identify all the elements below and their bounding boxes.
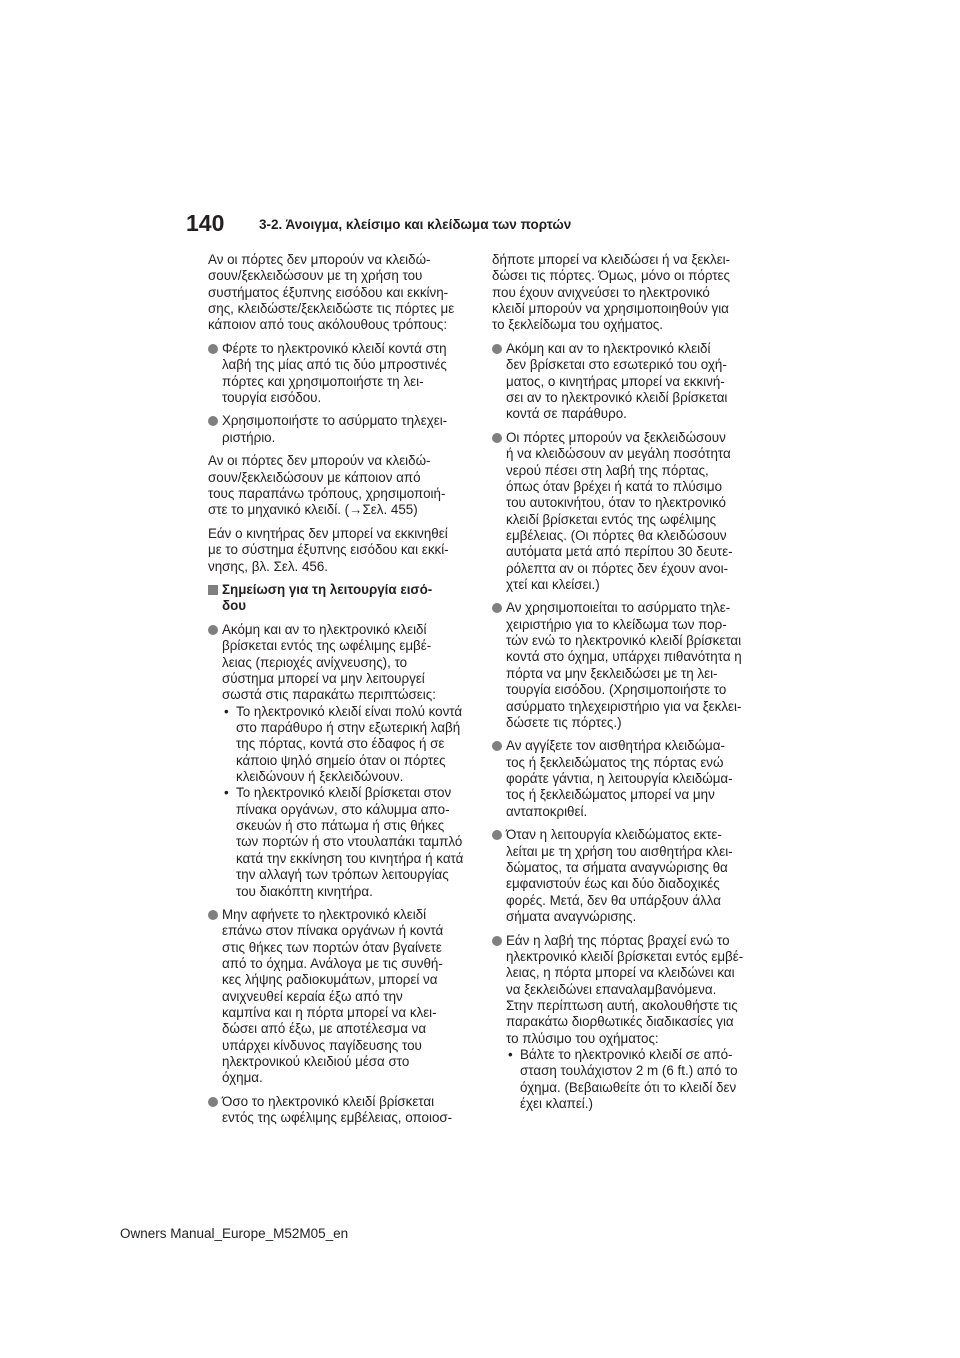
bullet-item (492, 600, 752, 731)
text-line: ή να κλειδώσουν αν μεγάλη ποσότητα (506, 446, 731, 462)
sub-bullet (222, 785, 468, 899)
sub-bullet-mark: • (508, 1046, 513, 1062)
text-line: το πλύσιμο του οχήματος: (506, 1030, 659, 1046)
text-line: έχει κλαπεί.) (520, 1095, 593, 1111)
bullet-text (222, 622, 468, 704)
bullet-text (506, 600, 752, 731)
sub-bullet (506, 1047, 752, 1112)
sub-bullet-text (520, 1047, 752, 1112)
bullet-text (506, 827, 752, 925)
bullet-text (506, 738, 752, 820)
text-line: βρίσκεται εντός της ωφέλιμης εμβέ- (222, 638, 432, 654)
text-line: του αυτοκινήτου, όταν το ηλεκτρονικό (506, 495, 726, 511)
text-line: σήματα αναγνώρισης. (506, 909, 637, 924)
text-line: Αν οι πόρτες δεν μπορούν να κλειδώ- (208, 252, 431, 267)
text-line: Ακόμη και αν το ηλεκτρονικό κλειδί (506, 340, 711, 356)
text-line: εμβέλειας. (Οι πόρτες θα κλειδώσουν (506, 527, 727, 543)
sub-bullet-text (236, 704, 468, 786)
bullet-item (208, 622, 468, 900)
text-line: κάποιον από τους ακόλουθους τρόπους: (208, 317, 448, 333)
text-line: σουν/ξεκλειδώσουν με τη χρήση του (208, 268, 423, 284)
text-line: Αν αγγίξετε τον αισθητήρα κλειδώμα- (506, 738, 725, 754)
text-line: κες λήψης ραδιοκυμάτων, μπορεί να (222, 972, 438, 988)
text-line: τος ή ξεκλειδώματος της πόρτας ενώ (506, 754, 724, 770)
text-line: νησης, βλ. Σελ. 456. (208, 558, 329, 574)
text-line: με το σύστημα έξυπνης εισόδου και εκκί- (208, 542, 449, 558)
text-line: της πόρτας, κοντά στο έδαφος ή σε (236, 736, 445, 752)
bullet-dot-icon (492, 936, 502, 946)
left-column (208, 252, 468, 1134)
text-line: λαβή της μίας από τις δύο μπροστινές (222, 357, 447, 373)
bullet-text (506, 933, 752, 1047)
bullet-item (208, 413, 468, 446)
page-number: 140 (186, 210, 225, 236)
text-line: ρόλεπτα αν οι πόρτες δεν έχουν ανοι- (506, 560, 729, 576)
text-line: κλειδί βρίσκεται εντός της ωφέλιμης (506, 511, 717, 527)
text-line: λείται με τη χρήση του αισθητήρα κλει- (506, 843, 733, 859)
text-line: Στην περίπτωση αυτή, ακολουθήστε τις (506, 997, 738, 1013)
text-line: Αν χρησιμοποιείται το ασύρματο τηλε- (506, 600, 731, 616)
bullet-item (208, 1094, 468, 1127)
text-line: επάνω στον πίνακα οργάνων ή κοντά (222, 923, 444, 939)
bullet-text (222, 341, 468, 406)
text-line: συστήματος έξυπνης εισόδου και εκκίνη- (208, 284, 449, 300)
text-line: να ξεκλειδώνει επαναλαμβανόμενα. (506, 981, 717, 997)
text-line: κλειδί μπορούν να χρησιμοποιηθούν για (492, 301, 729, 317)
text-line: υπάρχει κίνδυνος παγίδευσης του (222, 1037, 422, 1053)
chapter-title: 3-2. Άνοιγμα, κλείσιμο και κλείδωμα των πορτών (259, 217, 572, 232)
text-line: το ξεκλείδωμα του οχήματος. (492, 317, 663, 333)
text-line: σύστημα μπορεί να μην λειτουργεί (222, 671, 425, 687)
text-line: Όσο το ηλεκτρονικό κλειδί βρίσκεται (222, 1094, 435, 1109)
text-line: ανταποκριθεί. (506, 803, 588, 819)
text-line: σουν/ξεκλειδώσουν με κάποιον από (208, 469, 421, 485)
text-line: Φέρτε το ηλεκτρονικό κλειδί κοντά στη (222, 340, 447, 356)
bullet-dot-icon (208, 416, 218, 426)
text-line: ανιχνευθεί κεραία έξω από την (222, 988, 403, 1004)
text-line: του διακόπτη κινητήρα. (236, 883, 373, 899)
text-line: φοράτε γάντια, η λειτουργία κλειδώμα- (506, 771, 733, 787)
bullet-item (492, 827, 752, 925)
sub-bullet (222, 704, 468, 786)
text-line: δώματος, τα σήματα αναγνώρισης θα (506, 859, 728, 875)
text-line: ματος, ο κινητήρας μπορεί να εκκινή- (506, 373, 725, 389)
text-line: σκευών ή στο πάτωμα ή στις θήκες (236, 818, 445, 834)
text-line: τος ή ξεκλειδώματος μπορεί να μην (506, 787, 715, 803)
text-line: σωστά στις παρακάτω περιπτώσεις: (222, 687, 436, 703)
bullet-dot-icon (208, 344, 218, 354)
text-line: στις θήκες των πορτών όταν βγαίνετε (222, 939, 442, 955)
text-line: κοντά στο όχημα, υπάρχει πιθανότητα η (506, 649, 742, 665)
text-line: κάποιο ψηλό σημείο όταν οι πόρτες (236, 752, 446, 768)
section-title (222, 582, 468, 615)
text-line: κλειδώνουν ή ξεκλειδώνουν. (236, 769, 404, 785)
bullet-item (208, 341, 468, 406)
text-line: Εάν ο κινητήρας δεν μπορεί να εκκινηθεί (208, 525, 448, 541)
text-line: σταση τουλάχιστον 2 m (6 ft.) από το (520, 1063, 738, 1079)
text-line: παρακάτω διορθωτικές διαδικασίες για (506, 1014, 734, 1030)
text-line: νερού πέσει στη λαβή της πόρτας, (506, 462, 709, 478)
text-line: στο παράθυρο ή στην εξωτερική λαβή (236, 720, 461, 736)
footer-text: Owners Manual_Europe_M52M05_en (120, 1226, 349, 1241)
text-line: Σημείωση για τη λειτουργία εισό- (222, 582, 433, 598)
text-line: των πορτών ή στο ντουλαπάκι ταμπλό (236, 834, 463, 850)
paragraph (208, 526, 468, 575)
bullet-text (222, 1094, 468, 1127)
text-line: λειας, η πόρτα μπορεί να κλειδώνει και (506, 965, 735, 981)
paragraph (492, 252, 752, 334)
text-line: όχημα. (Βεβαιωθείτε ότι το κλειδί δεν (520, 1079, 737, 1095)
text-line: όχημα. (222, 1070, 263, 1086)
text-line: δου (222, 598, 247, 614)
bullet-dot-icon (208, 1097, 218, 1107)
text-line: πίνακα οργάνων, στο κάλυμμα απο- (236, 801, 450, 817)
bullet-dot-icon (492, 603, 502, 613)
text-line: Εάν η λαβή της πόρτας βραχεί ενώ το (506, 932, 730, 948)
sub-bullet-mark: • (224, 703, 229, 719)
text-line: Οι πόρτες μπορούν να ξεκλειδώσουν (506, 429, 726, 445)
text-line: φορές. Μετά, δεν θα υπάρξουν άλλα (506, 892, 721, 908)
text-line: καμπίνα και η πόρτα μπορεί να κλει- (222, 1005, 437, 1021)
bullet-text (506, 341, 752, 423)
text-line: όπως όταν βρέχει ή κατά το πλύσιμο (506, 478, 723, 494)
text-line: δώσετε τις πόρτες.) (506, 714, 622, 730)
text-line: ηλεκτρονικού κλειδιού μέσα στο (222, 1054, 410, 1070)
text-line: Αν οι πόρτες δεν μπορούν να κλειδώ- (208, 453, 431, 469)
bullet-dot-icon (492, 830, 502, 840)
text-line: δεν βρίσκεται στο εσωτερικό του οχή- (506, 357, 727, 373)
bullet-item (492, 341, 752, 423)
bullet-item (492, 430, 752, 593)
text-line: λειας (περιοχές ανίχνευσης), το (222, 654, 408, 670)
text-line: την αλλαγή των τρόπων λειτουργίας (236, 867, 449, 883)
text-line: πόρτες και χρησιμοποιήστε τη λει- (222, 373, 424, 389)
sub-bullet-mark: • (224, 785, 229, 801)
text-line: τους παραπάνω τρόπους, χρησιμοποιή- (208, 486, 446, 502)
text-line: αυτόματα μετά από περίπου 30 δευτε- (506, 544, 733, 560)
text-line: Βάλτε το ηλεκτρονικό κλειδί σε από- (520, 1046, 733, 1062)
bullet-dot-icon (492, 344, 502, 354)
text-line: πόρτα να μην ξεκλειδώσει με τη λει- (506, 665, 718, 681)
text-line: εμφανιστούν έως και δύο διαδοχικές (506, 876, 720, 892)
text-line: ασύρματο τηλεχειριστήριο για να ξεκλει- (506, 698, 742, 714)
text-line: ριστήριο. (222, 429, 276, 445)
text-line: Χρησιμοποιήστε το ασύρματο τηλεχει- (222, 413, 448, 429)
sub-bullet-text (236, 785, 468, 899)
text-line: εντός της ωφέλιμης εμβέλειας, οποιοσ- (222, 1110, 453, 1126)
bullet-dot-icon (208, 910, 218, 920)
text-line: τουργία εισόδου. (222, 389, 322, 405)
text-line: τών ενώ το ηλεκτρονικό κλειδί βρίσκεται (506, 633, 742, 649)
bullet-dot-icon (208, 625, 218, 635)
text-line: Ακόμη και αν το ηλεκτρονικό κλειδί (222, 622, 427, 637)
bullet-text (506, 430, 752, 593)
text-line: τουργία εισόδου. (Χρησιμοποιήστε το (506, 682, 727, 698)
text-line: κοντά σε παράθυρο. (506, 406, 627, 422)
bullet-text (222, 907, 468, 1087)
paragraph (208, 252, 468, 334)
text-line: κατά την εκκίνηση του κινητήρα ή κατά (236, 850, 464, 866)
bullet-dot-icon (492, 433, 502, 443)
text-line: δώσει τις πόρτες. Όμως, μόνο οι πόρτες (492, 268, 730, 284)
text-line: στε το μηχανικό κλειδί. (→Σελ. 455) (208, 502, 418, 518)
text-line: ηλεκτρονικό κλειδί βρίσκεται εντός εμβέ- (506, 948, 744, 964)
bullet-item (208, 907, 468, 1087)
text-line: Το ηλεκτρονικό κλειδί είναι πολύ κοντά (236, 703, 463, 719)
text-line: σει αν το ηλεκτρονικό κλειδί βρίσκεται (506, 389, 728, 405)
bullet-text (222, 413, 468, 446)
text-line: δήποτε μπορεί να κλειδώσει ή να ξεκλει- (492, 252, 731, 267)
text-line: χτεί και κλείσει.) (506, 576, 600, 592)
square-bullet-icon (208, 585, 218, 595)
text-line: σης, κλειδώστε/ξεκλειδώστε τις πόρτες με (208, 301, 455, 317)
text-line: Μην αφήνετε το ηλεκτρονικό κλειδί (222, 907, 427, 923)
text-line: που έχουν ανιχνεύσει το ηλεκτρονικό (492, 284, 710, 300)
text-line: χειριστήριο για το κλείδωμα των πορ- (506, 616, 727, 632)
bullet-dot-icon (492, 741, 502, 751)
text-line: δώσει από έξω, με αποτέλεσμα να (222, 1021, 427, 1037)
section-heading (208, 582, 468, 615)
paragraph (208, 453, 468, 518)
text-line: Το ηλεκτρονικό κλειδί βρίσκεται στον (236, 785, 452, 801)
text-line: από το όχημα. Ανάλογα με τις συνθή- (222, 956, 443, 972)
text-line: Όταν η λειτουργία κλειδώματος εκτε- (506, 827, 722, 843)
bullet-item (492, 738, 752, 820)
bullet-item (492, 933, 752, 1113)
right-column (492, 252, 752, 1120)
